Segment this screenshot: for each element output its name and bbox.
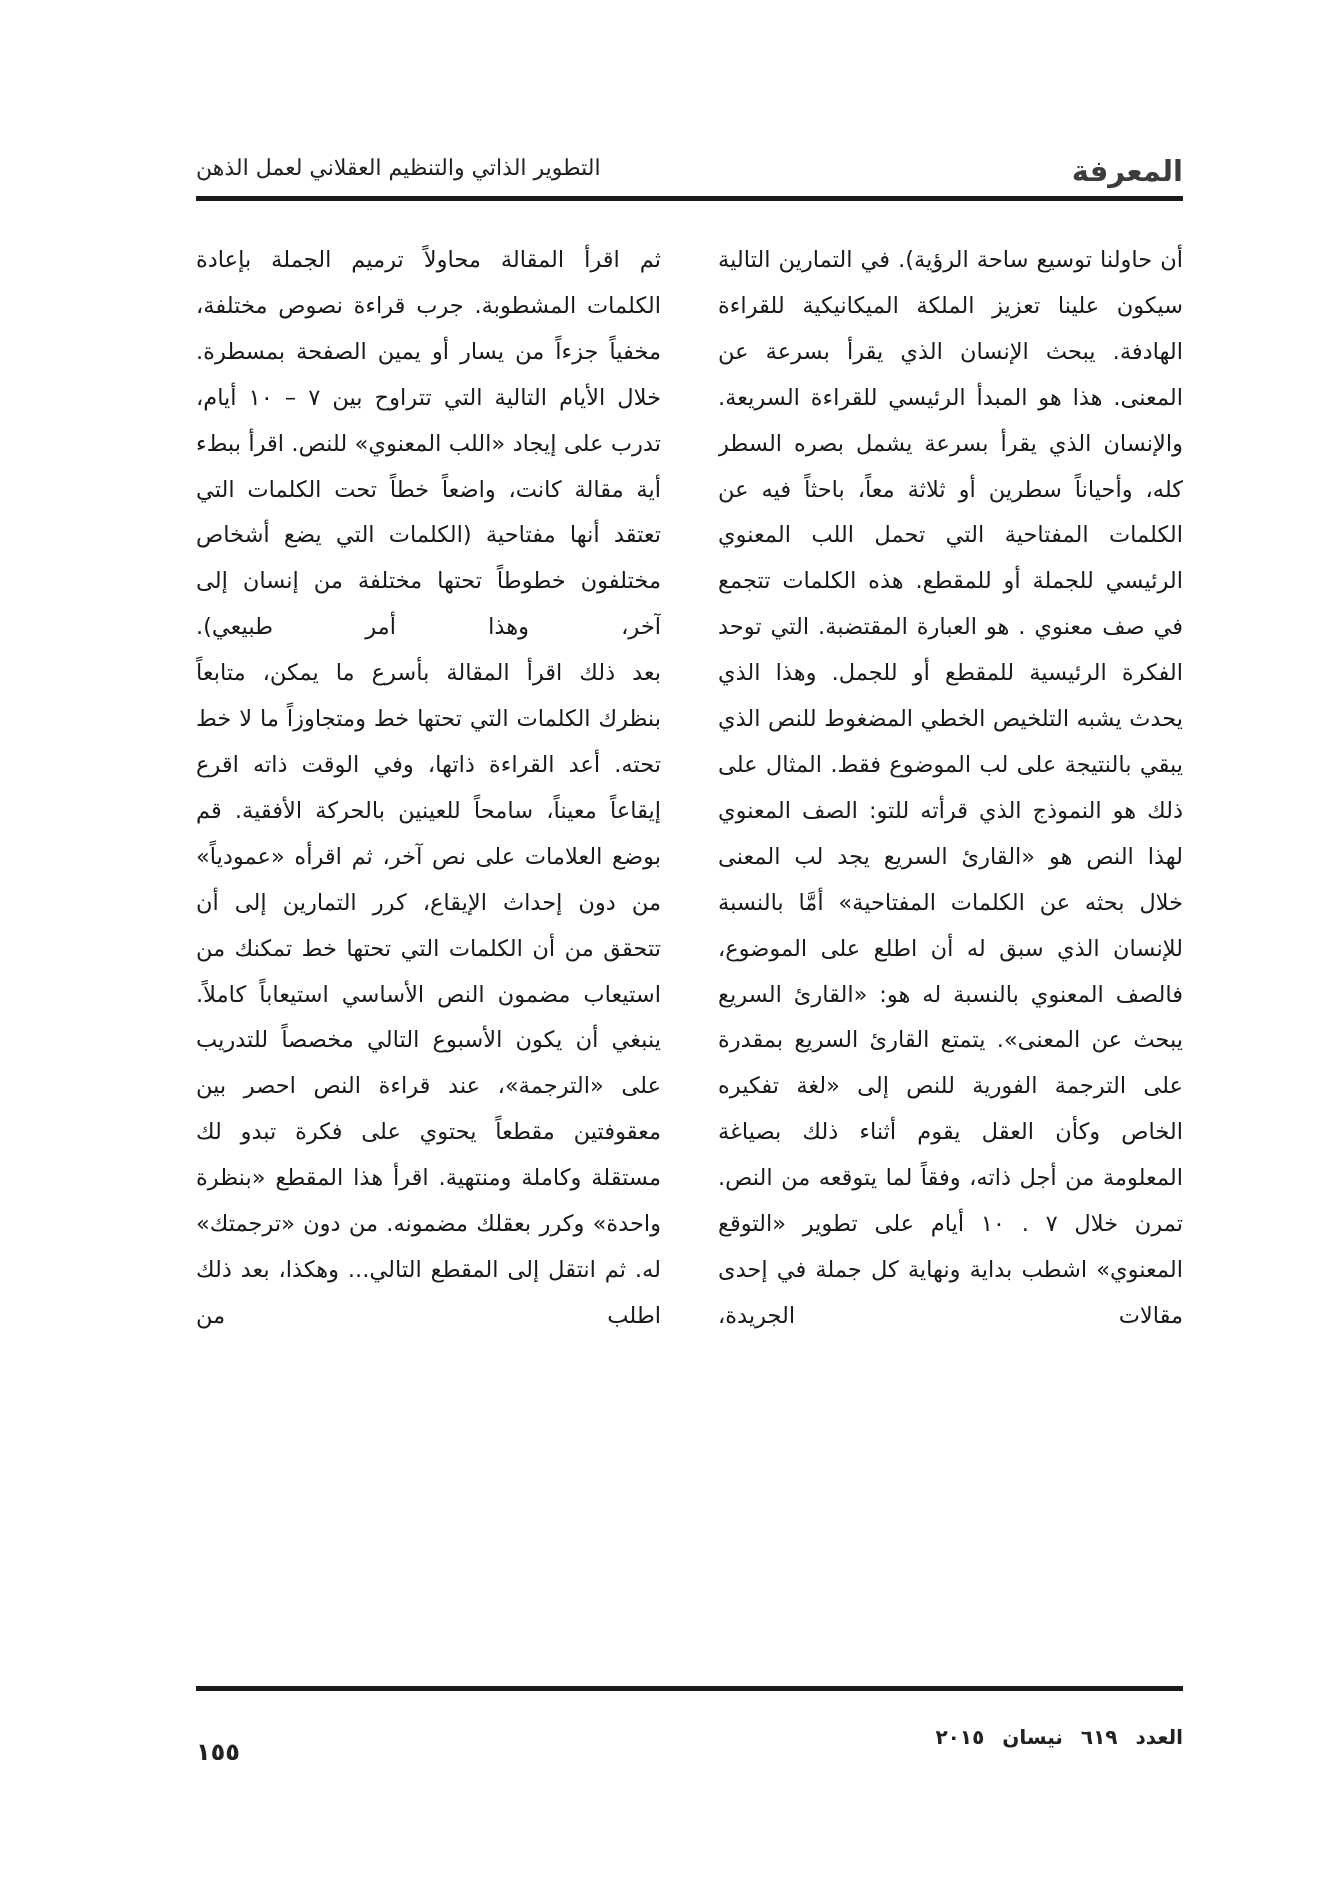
magazine-logo: المعرفة <box>1071 154 1183 188</box>
text-column-right <box>718 238 1183 1665</box>
footer-divider <box>196 1686 1183 1691</box>
text-column-left <box>196 238 661 1665</box>
issue-label: العدد <box>1135 1725 1183 1749</box>
issue-month: نيسان <box>1002 1725 1063 1749</box>
paragraph: ثم اقرأ المقالة محاولاً ترميم الجملة بإعادة الكلمات المشطوبة. جرب قراءة نصوص مختلفة، مخفياً جزءاً من يسار أو يمين الصفحة بمسطرة. خلال الأيام التالية التي تتراوح بين ٧ – ١٠ أيام، تدرب على إيجاد «اللب المعنوي» للنص. اقرأ ببطء أية مقالة كانت، واضعاً خطاً تحت الكلمات التي تعتقد أنها مفتاحية (الكلمات التي يضع أشخاص مختلفون خطوطاً تحتها مختلفة من إنسان إلى آخر، وهذا أمر طبيعي). <box>196 247 661 641</box>
paragraph: أن حاولنا توسيع ساحة الرؤية). في التمارين التالية سيكون علينا تعزيز الملكة الميكانيكية للقراءة الهادفة. يبحث الإنسان الذي يقرأ بسرعة عن المعنى. هذا هو المبدأ الرئيسي للقراءة السريعة. والإنسان الذي يقرأ بسرعة يشمل بصره السطر كله، وأحياناً سطرين أو ثلاثة معاً، باحثاً فيه عن الكلمات المفتاحية التي تحمل اللب المعنوي الرئيسي للجملة أو للمقطع. هذه الكلمات تتجمع في صف معنوي . هو العبارة المقتضبة. التي توحد الفكرة الرئيسية للمقطع أو للجمل. وهذا الذي يحدث يشبه التلخيص الخطي المضغوط للنص الذي يبقي بالنتيجة على لب الموضوع فقط. المثال على ذلك هو النموذج الذي قرأته للتو: الصف المعنوي لهذا النص هو «القارئ السريع يجد لب المعنى خلال بحثه عن الكلمات المفتاحية» أمَّا بالنسبة للإنسان الذي سبق له أن اطلع على الموضوع، فالصف المعنوي بالنسبة له هو: «القارئ السريع يبحث عن المعنى». يتمتع القارئ السريع بمقدرة على الترجمة الفورية للنص إلى «لغة تفكيره الخاص وكأن العقل يقوم أثناء ذلك بصياغة المعلومة من أجل ذاته، وفقاً لما يتوقعه من النص. تمرن خلال ٧ . ١٠ أيام على تطوير «التوقع المعنوي» اشطب بداية ونهاية كل جملة في إحدى مقالات الجريدة، <box>718 247 1183 1329</box>
header-divider <box>196 196 1183 201</box>
page-number: ١٥٥ <box>196 1738 240 1766</box>
issue-year: ٢٠١٥ <box>935 1725 985 1749</box>
issue-number: ٦١٩ <box>1080 1725 1118 1749</box>
page-header <box>196 150 1183 195</box>
paragraph: بعد ذلك اقرأ المقالة بأسرع ما يمكن، متابعاً بنظرك الكلمات التي تحتها خط ومتجاوزاً ما لا خط تحته. أعد القراءة ذاتها، وفي الوقت ذاته اقرع إيقاعاً معيناً، سامحاً للعينين بالحركة الأفقية. قم بوضع العلامات على نص آخر، ثم اقرأه «عمودياً» من دون إحداث الإيقاع، كرر التمارين إلى أن تتحقق من أن الكلمات التي تحتها خط تمكنك من استيعاب مضمون النص الأساسي استيعاباً كاملاً. ينبغي أن يكون الأسبوع التالي مخصصاً للتدريب على «الترجمة»، عند قراءة النص احصر بين معقوفتين مقطعاً يحتوي على فكرة تبدو لك مستقلة وكاملة ومنتهية. اقرأ هذا المقطع «بنظرة واحدة» وكرر بعقلك مضمونه. من دون «ترجمتك» له. ثم انتقل إلى المقطع التالي... وهكذا، بعد ذلك اطلب من <box>196 660 661 1329</box>
running-title: التطوير الذاتي والتنظيم العقلاني لعمل الذهن <box>196 156 601 181</box>
issue-info <box>917 1725 1183 1749</box>
